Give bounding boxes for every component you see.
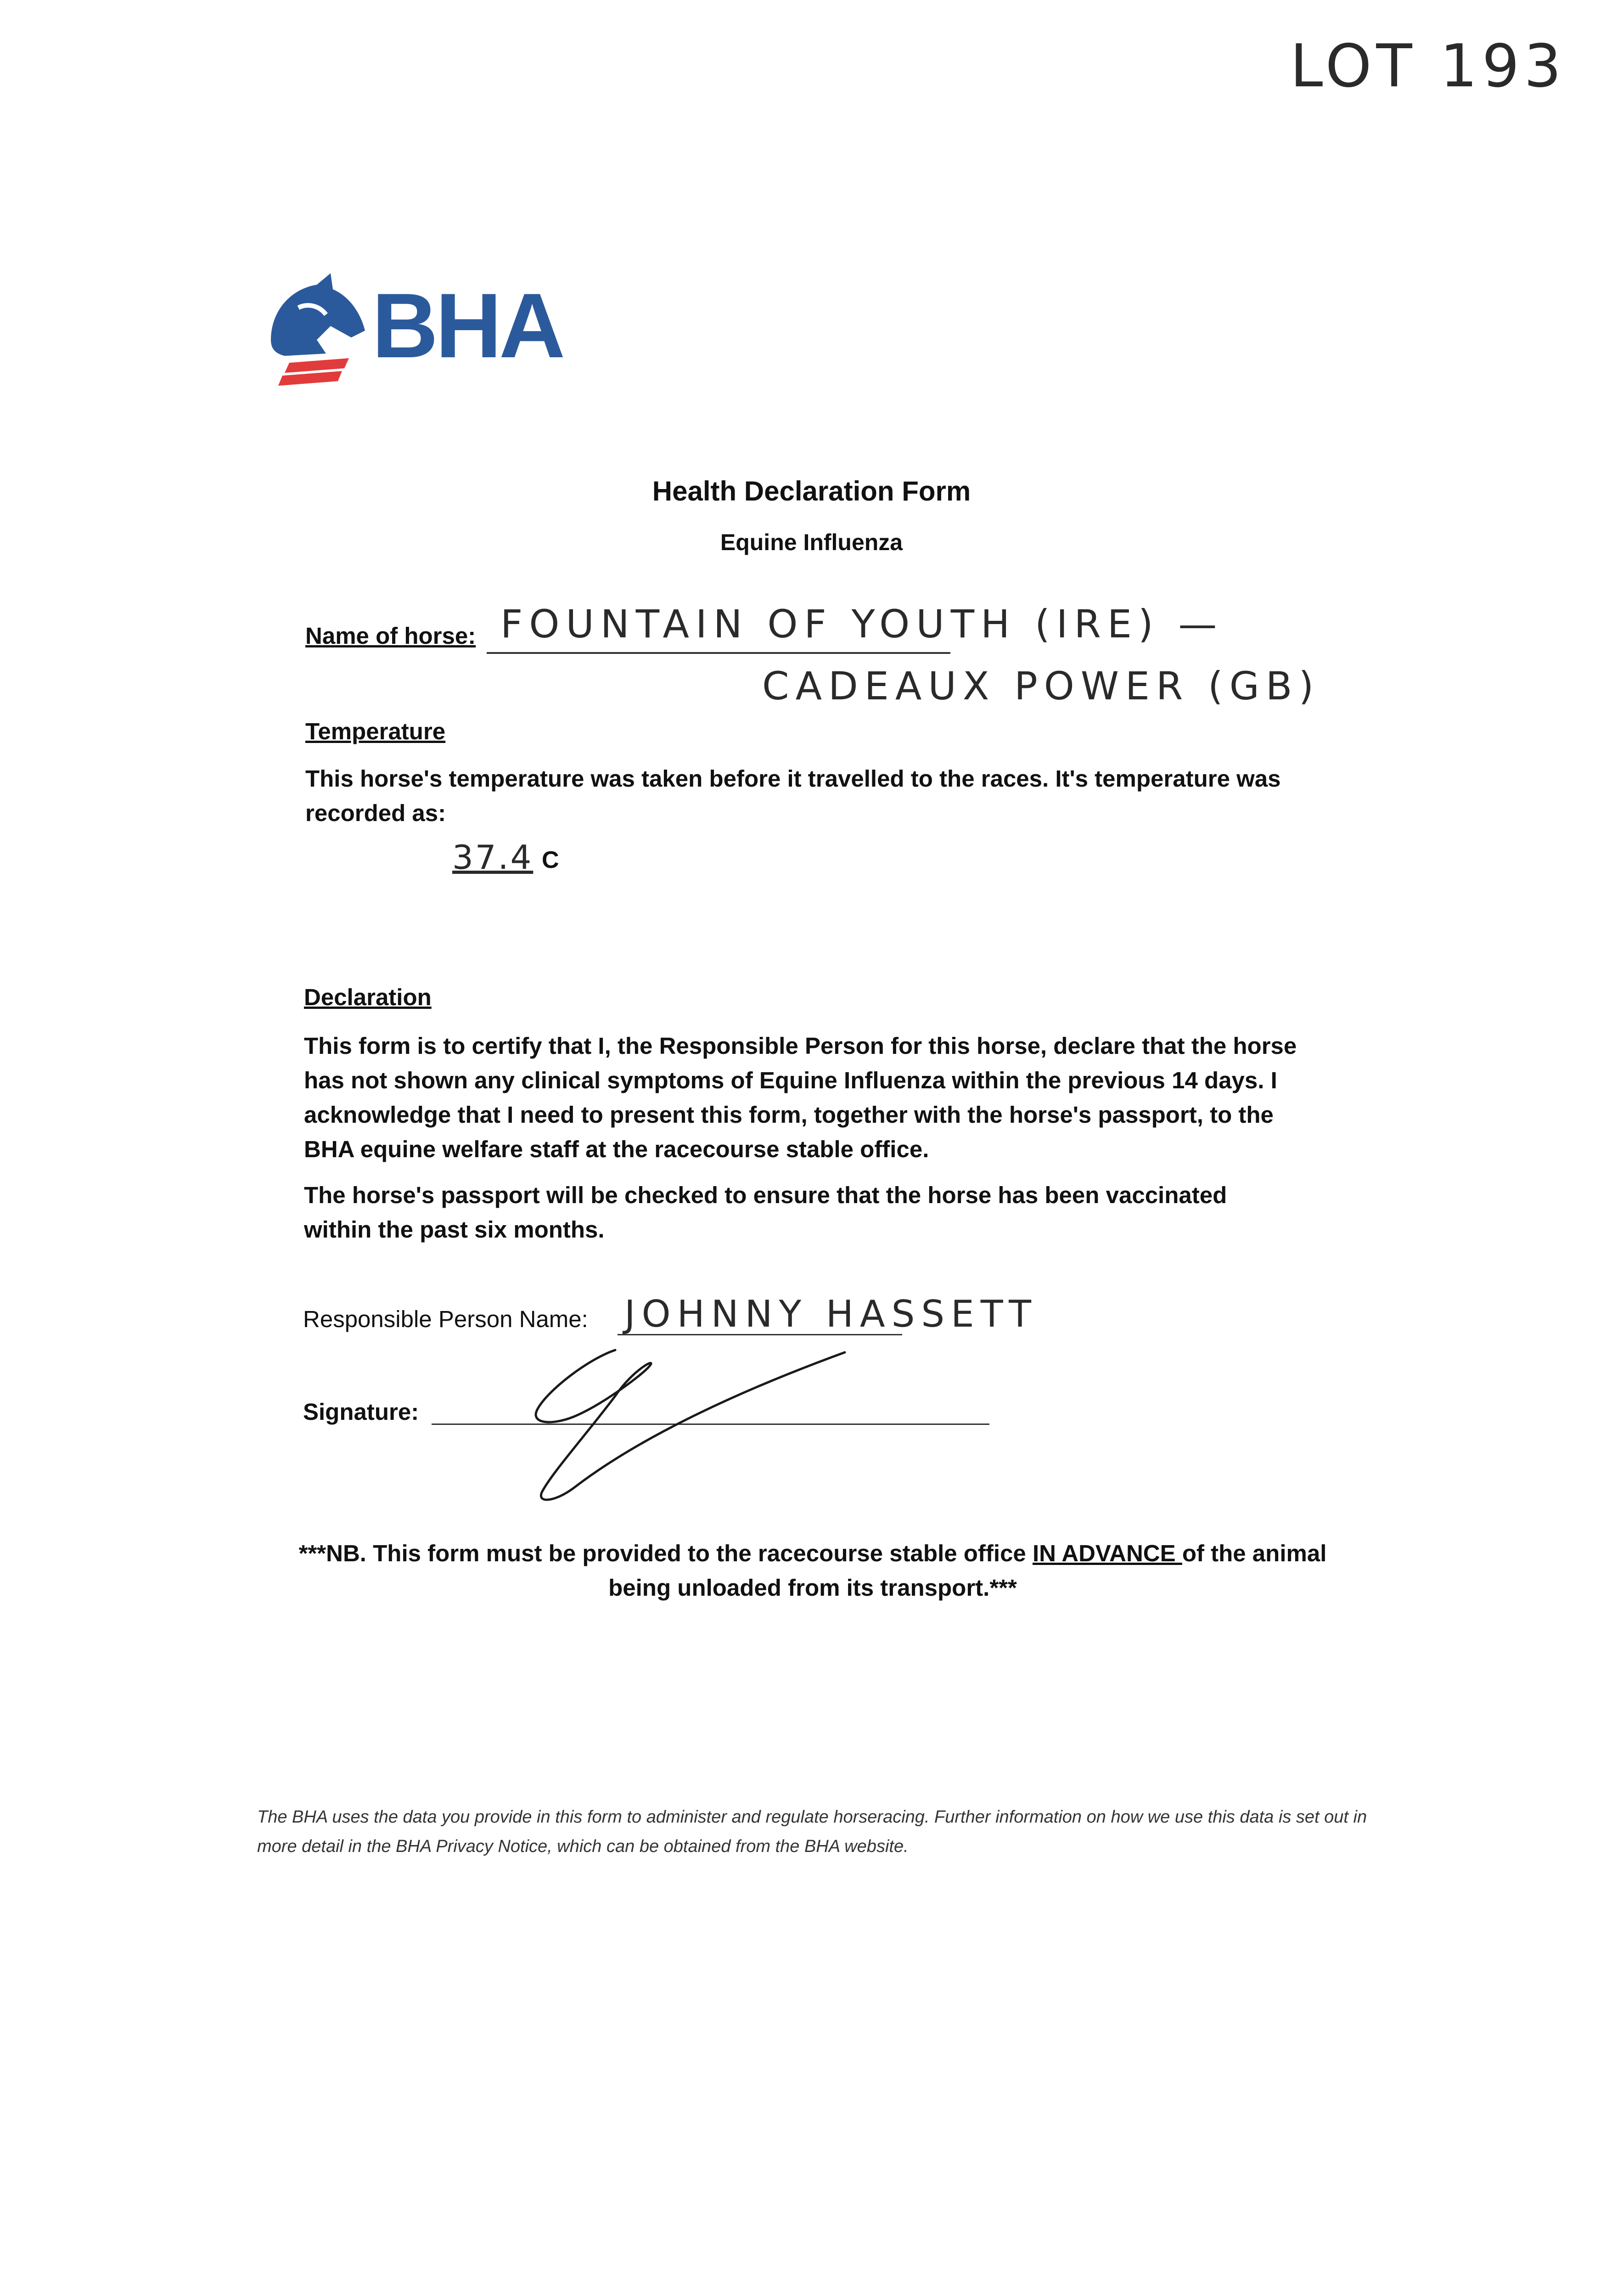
signature-scribble: [496, 1341, 909, 1515]
horse-name-label: Name of horse:: [305, 623, 476, 649]
nb-emphasis: IN ADVANCE: [1032, 1540, 1182, 1566]
bha-logo: [257, 271, 563, 390]
nb-suffix: of the animal being unloaded from its transport.***: [608, 1540, 1327, 1601]
declaration-paragraph-2: The horse's passport will be checked to ensure that the horse has been vaccinated within the past six months.: [304, 1182, 1227, 1243]
form-subtitle: Equine Influenza: [720, 529, 903, 555]
horse-name-line2: CADEAUX POWER (GB): [762, 664, 1320, 709]
signature-label: Signature:: [303, 1399, 419, 1425]
horse-name-line: [487, 652, 950, 654]
declaration-heading: Declaration: [304, 984, 432, 1010]
temperature-heading: Temperature: [305, 718, 446, 744]
temperature-text: This horse's temperature was taken before it travelled to the races. It's temperature was recorded as:: [305, 765, 1281, 826]
horse-head-icon: [257, 271, 372, 386]
bha-logo-text: BHA: [372, 275, 563, 377]
temperature-unit: C: [542, 847, 559, 873]
responsible-person-label: Responsible Person Name:: [303, 1306, 588, 1332]
declaration-paragraph-1: This form is to certify that I, the Responsible Person for this horse, declare that the horse has not shown any clinical symptoms of Equine Influenza within the previous 14 days. I acknowledge that I need to present this form, together with the horse's passport, to the BHA equine welfare staff at the racecourse stable office.: [304, 1033, 1297, 1162]
temperature-value: 37.4: [452, 838, 534, 877]
nb-notice: [298, 1536, 1327, 1605]
horse-name-line1: FOUNTAIN OF YOUTH (IRE) —: [500, 602, 1224, 647]
privacy-footer: The BHA uses the data you provide in this form to administer and regulate horseracing. Further information on how we use this data is set out in more detail in the BHA Privacy Notice, which can be obtained from the BHA website.: [257, 1807, 1367, 1856]
lot-annotation: LOT 193: [1290, 32, 1566, 101]
form-title: Health Declaration Form: [652, 476, 971, 506]
responsible-person-value: JOHNNY HASSETT: [624, 1293, 1038, 1335]
nb-prefix: ***NB. This form must be provided to the racecourse stable office: [298, 1540, 1033, 1566]
